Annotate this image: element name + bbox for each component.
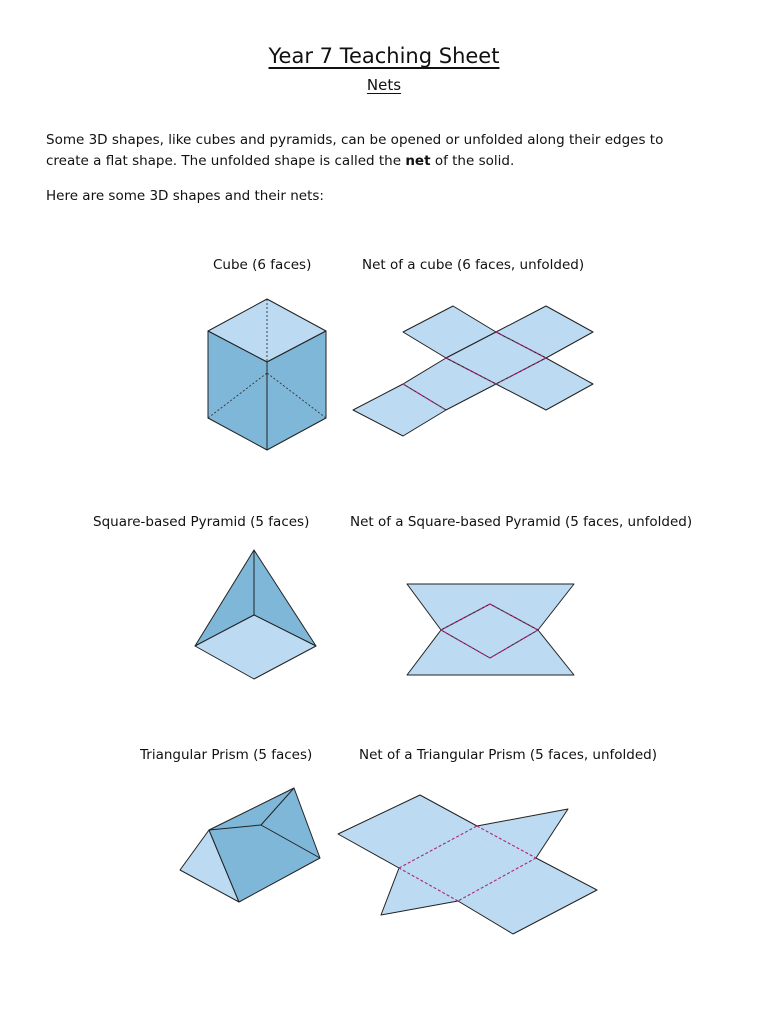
cube-net-caption: Net of a cube (6 faces, unfolded) [362,257,585,273]
cube-drawing [208,299,326,450]
intro-line-2-end: of the solid. [430,153,515,169]
prism-net-drawing [338,795,597,934]
cube-caption: Cube (6 faces) [213,257,312,273]
page-title: Year 7 Teaching Sheet [268,44,500,68]
intro-line-3: Here are some 3D shapes and their nets: [46,188,324,204]
prism-caption: Triangular Prism (5 faces) [140,747,313,763]
prism-drawing [180,788,320,902]
pyramid-net-caption: Net of a Square-based Pyramid (5 faces, unfolded) [350,514,693,530]
intro-line-2-start: create a flat shape. The unfolded shape is called the [46,153,406,169]
page-subtitle: Nets [366,76,402,94]
net-keyword: net [405,153,431,169]
prism-net-outline [338,795,597,934]
prism-net-caption: Net of a Triangular Prism (5 faces, unfolded) [359,747,658,763]
pyramid-net-drawing [407,584,574,675]
pyramid-caption: Square-based Pyramid (5 faces) [93,514,310,530]
intro-line-1: Some 3D shapes, like cubes and pyramids, can be opened or unfolded along their edges to [46,132,664,148]
cube-net-drawing [353,306,593,436]
pyramid-drawing [195,550,316,679]
